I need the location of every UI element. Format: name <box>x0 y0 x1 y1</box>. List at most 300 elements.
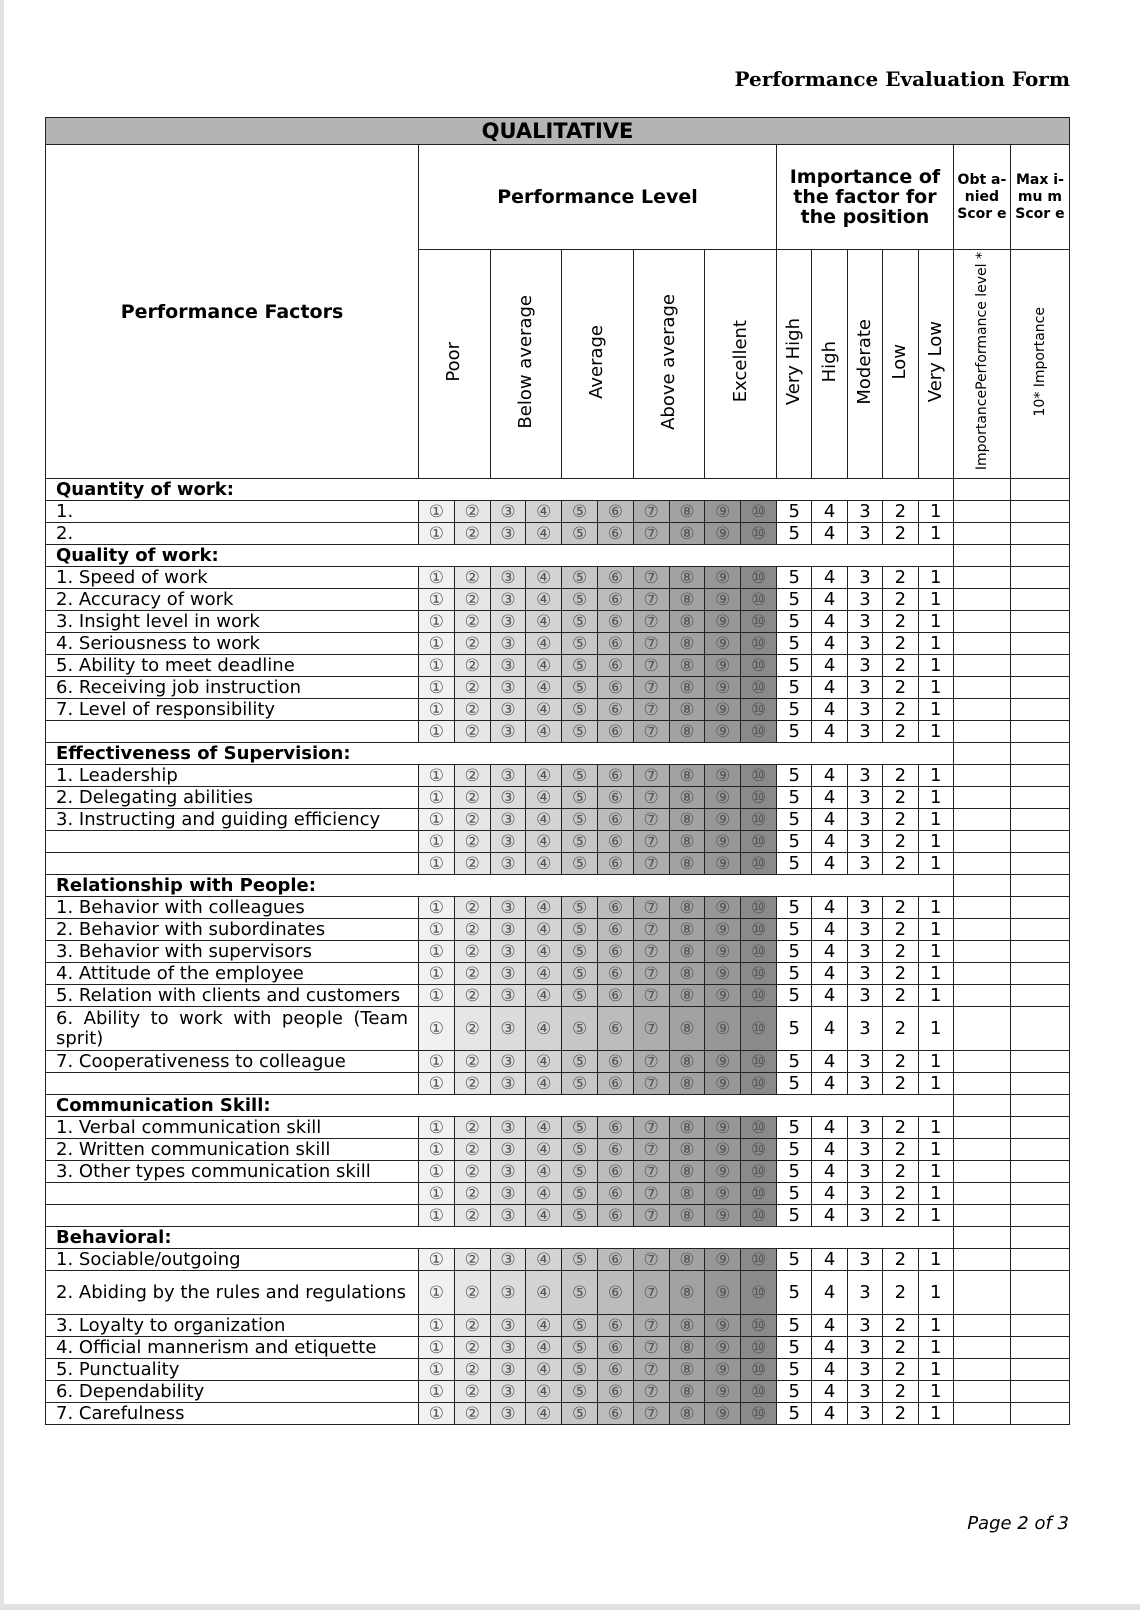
importance-option-3[interactable]: 3 <box>847 501 882 523</box>
rating-option-10[interactable]: ⑩ <box>741 699 777 721</box>
rating-option-9[interactable]: ⑨ <box>705 919 741 941</box>
rating-option-7[interactable]: ⑦ <box>633 787 669 809</box>
maximum-score-cell[interactable] <box>1010 677 1069 699</box>
maximum-score-cell[interactable] <box>1010 919 1069 941</box>
obtained-score-cell[interactable] <box>953 1183 1010 1205</box>
rating-option-4[interactable]: ④ <box>526 1403 562 1425</box>
rating-option-9[interactable]: ⑨ <box>705 501 741 523</box>
rating-option-2[interactable]: ② <box>454 633 490 655</box>
rating-option-10[interactable]: ⑩ <box>741 1337 777 1359</box>
importance-option-1[interactable]: 1 <box>918 1315 953 1337</box>
rating-option-6[interactable]: ⑥ <box>597 1051 633 1073</box>
importance-option-4[interactable]: 4 <box>812 1381 847 1403</box>
rating-option-8[interactable]: ⑧ <box>669 963 705 985</box>
rating-option-2[interactable]: ② <box>454 1117 490 1139</box>
rating-option-2[interactable]: ② <box>454 501 490 523</box>
maximum-score-cell[interactable] <box>1010 1139 1069 1161</box>
importance-option-1[interactable]: 1 <box>918 699 953 721</box>
maximum-score-cell[interactable] <box>1010 633 1069 655</box>
rating-option-4[interactable]: ④ <box>526 1183 562 1205</box>
importance-option-1[interactable]: 1 <box>918 1249 953 1271</box>
importance-option-3[interactable]: 3 <box>847 633 882 655</box>
maximum-score-cell[interactable] <box>1010 831 1069 853</box>
importance-option-3[interactable]: 3 <box>847 567 882 589</box>
rating-option-5[interactable]: ⑤ <box>562 787 598 809</box>
obtained-score-cell[interactable] <box>953 875 1010 897</box>
importance-option-3[interactable]: 3 <box>847 1073 882 1095</box>
maximum-score-cell[interactable] <box>1010 1161 1069 1183</box>
importance-option-4[interactable]: 4 <box>812 633 847 655</box>
rating-option-2[interactable]: ② <box>454 1403 490 1425</box>
rating-option-8[interactable]: ⑧ <box>669 699 705 721</box>
rating-option-7[interactable]: ⑦ <box>633 919 669 941</box>
importance-option-3[interactable]: 3 <box>847 655 882 677</box>
obtained-score-cell[interactable] <box>953 787 1010 809</box>
rating-option-2[interactable]: ② <box>454 655 490 677</box>
maximum-score-cell[interactable] <box>1010 699 1069 721</box>
rating-option-6[interactable]: ⑥ <box>597 1073 633 1095</box>
obtained-score-cell[interactable] <box>953 655 1010 677</box>
rating-option-6[interactable]: ⑥ <box>597 633 633 655</box>
importance-option-2[interactable]: 2 <box>883 655 918 677</box>
rating-option-7[interactable]: ⑦ <box>633 897 669 919</box>
rating-option-2[interactable]: ② <box>454 1205 490 1227</box>
rating-option-10[interactable]: ⑩ <box>741 1117 777 1139</box>
rating-option-10[interactable]: ⑩ <box>741 963 777 985</box>
rating-option-1[interactable]: ① <box>419 919 455 941</box>
obtained-score-cell[interactable] <box>953 1051 1010 1073</box>
importance-option-3[interactable]: 3 <box>847 1205 882 1227</box>
importance-option-2[interactable]: 2 <box>883 721 918 743</box>
obtained-score-cell[interactable] <box>953 677 1010 699</box>
rating-option-1[interactable]: ① <box>419 1337 455 1359</box>
rating-option-3[interactable]: ③ <box>490 1271 526 1315</box>
rating-option-4[interactable]: ④ <box>526 941 562 963</box>
maximum-score-cell[interactable] <box>1010 787 1069 809</box>
rating-option-1[interactable]: ① <box>419 1359 455 1381</box>
rating-option-3[interactable]: ③ <box>490 589 526 611</box>
importance-option-5[interactable]: 5 <box>776 655 811 677</box>
rating-option-1[interactable]: ① <box>419 523 455 545</box>
importance-option-3[interactable]: 3 <box>847 1271 882 1315</box>
maximum-score-cell[interactable] <box>1010 1403 1069 1425</box>
importance-option-1[interactable]: 1 <box>918 1359 953 1381</box>
rating-option-9[interactable]: ⑨ <box>705 523 741 545</box>
rating-option-7[interactable]: ⑦ <box>633 1381 669 1403</box>
importance-option-4[interactable]: 4 <box>812 699 847 721</box>
rating-option-6[interactable]: ⑥ <box>597 1205 633 1227</box>
importance-option-1[interactable]: 1 <box>918 523 953 545</box>
obtained-score-cell[interactable] <box>953 699 1010 721</box>
obtained-score-cell[interactable] <box>953 919 1010 941</box>
rating-option-3[interactable]: ③ <box>490 655 526 677</box>
rating-option-5[interactable]: ⑤ <box>562 1403 598 1425</box>
importance-option-2[interactable]: 2 <box>883 1249 918 1271</box>
rating-option-10[interactable]: ⑩ <box>741 589 777 611</box>
importance-option-5[interactable]: 5 <box>776 1161 811 1183</box>
rating-option-1[interactable]: ① <box>419 567 455 589</box>
obtained-score-cell[interactable] <box>953 611 1010 633</box>
rating-option-5[interactable]: ⑤ <box>562 611 598 633</box>
rating-option-6[interactable]: ⑥ <box>597 1249 633 1271</box>
rating-option-1[interactable]: ① <box>419 1403 455 1425</box>
importance-option-3[interactable]: 3 <box>847 897 882 919</box>
importance-option-1[interactable]: 1 <box>918 765 953 787</box>
importance-option-2[interactable]: 2 <box>883 941 918 963</box>
rating-option-7[interactable]: ⑦ <box>633 1051 669 1073</box>
rating-option-6[interactable]: ⑥ <box>597 1183 633 1205</box>
rating-option-10[interactable]: ⑩ <box>741 809 777 831</box>
rating-option-7[interactable]: ⑦ <box>633 611 669 633</box>
importance-option-3[interactable]: 3 <box>847 831 882 853</box>
importance-option-5[interactable]: 5 <box>776 919 811 941</box>
importance-option-2[interactable]: 2 <box>883 1271 918 1315</box>
rating-option-8[interactable]: ⑧ <box>669 677 705 699</box>
importance-option-1[interactable]: 1 <box>918 1381 953 1403</box>
rating-option-3[interactable]: ③ <box>490 501 526 523</box>
rating-option-10[interactable]: ⑩ <box>741 501 777 523</box>
rating-option-2[interactable]: ② <box>454 1359 490 1381</box>
importance-option-2[interactable]: 2 <box>883 611 918 633</box>
rating-option-7[interactable]: ⑦ <box>633 633 669 655</box>
rating-option-8[interactable]: ⑧ <box>669 853 705 875</box>
rating-option-3[interactable]: ③ <box>490 699 526 721</box>
rating-option-4[interactable]: ④ <box>526 1117 562 1139</box>
importance-option-1[interactable]: 1 <box>918 611 953 633</box>
rating-option-1[interactable]: ① <box>419 721 455 743</box>
obtained-score-cell[interactable] <box>953 853 1010 875</box>
rating-option-3[interactable]: ③ <box>490 1139 526 1161</box>
rating-option-4[interactable]: ④ <box>526 919 562 941</box>
rating-option-1[interactable]: ① <box>419 501 455 523</box>
rating-option-9[interactable]: ⑨ <box>705 1271 741 1315</box>
rating-option-9[interactable]: ⑨ <box>705 1315 741 1337</box>
rating-option-2[interactable]: ② <box>454 765 490 787</box>
maximum-score-cell[interactable] <box>1010 1227 1069 1249</box>
rating-option-6[interactable]: ⑥ <box>597 1161 633 1183</box>
maximum-score-cell[interactable] <box>1010 611 1069 633</box>
rating-option-8[interactable]: ⑧ <box>669 1381 705 1403</box>
rating-option-4[interactable]: ④ <box>526 853 562 875</box>
rating-option-7[interactable]: ⑦ <box>633 1205 669 1227</box>
rating-option-6[interactable]: ⑥ <box>597 1381 633 1403</box>
rating-option-1[interactable]: ① <box>419 765 455 787</box>
rating-option-5[interactable]: ⑤ <box>562 1249 598 1271</box>
rating-option-9[interactable]: ⑨ <box>705 1249 741 1271</box>
rating-option-6[interactable]: ⑥ <box>597 1359 633 1381</box>
importance-option-1[interactable]: 1 <box>918 1139 953 1161</box>
rating-option-6[interactable]: ⑥ <box>597 677 633 699</box>
obtained-score-cell[interactable] <box>953 545 1010 567</box>
rating-option-4[interactable]: ④ <box>526 963 562 985</box>
rating-option-9[interactable]: ⑨ <box>705 1073 741 1095</box>
importance-option-5[interactable]: 5 <box>776 1359 811 1381</box>
rating-option-7[interactable]: ⑦ <box>633 1007 669 1051</box>
rating-option-3[interactable]: ③ <box>490 567 526 589</box>
rating-option-8[interactable]: ⑧ <box>669 1337 705 1359</box>
rating-option-6[interactable]: ⑥ <box>597 919 633 941</box>
rating-option-7[interactable]: ⑦ <box>633 1073 669 1095</box>
rating-option-7[interactable]: ⑦ <box>633 1337 669 1359</box>
rating-option-2[interactable]: ② <box>454 809 490 831</box>
rating-option-8[interactable]: ⑧ <box>669 633 705 655</box>
rating-option-7[interactable]: ⑦ <box>633 963 669 985</box>
maximum-score-cell[interactable] <box>1010 1271 1069 1315</box>
importance-option-4[interactable]: 4 <box>812 567 847 589</box>
importance-option-2[interactable]: 2 <box>883 633 918 655</box>
importance-option-1[interactable]: 1 <box>918 787 953 809</box>
rating-option-9[interactable]: ⑨ <box>705 589 741 611</box>
importance-option-3[interactable]: 3 <box>847 1051 882 1073</box>
rating-option-3[interactable]: ③ <box>490 853 526 875</box>
rating-option-5[interactable]: ⑤ <box>562 1161 598 1183</box>
rating-option-5[interactable]: ⑤ <box>562 1381 598 1403</box>
importance-option-3[interactable]: 3 <box>847 1359 882 1381</box>
rating-option-9[interactable]: ⑨ <box>705 809 741 831</box>
importance-option-3[interactable]: 3 <box>847 919 882 941</box>
rating-option-3[interactable]: ③ <box>490 633 526 655</box>
rating-option-1[interactable]: ① <box>419 655 455 677</box>
rating-option-4[interactable]: ④ <box>526 523 562 545</box>
rating-option-4[interactable]: ④ <box>526 699 562 721</box>
rating-option-1[interactable]: ① <box>419 1117 455 1139</box>
importance-option-2[interactable]: 2 <box>883 787 918 809</box>
obtained-score-cell[interactable] <box>953 501 1010 523</box>
rating-option-8[interactable]: ⑧ <box>669 501 705 523</box>
rating-option-3[interactable]: ③ <box>490 1403 526 1425</box>
rating-option-2[interactable]: ② <box>454 1051 490 1073</box>
importance-option-4[interactable]: 4 <box>812 765 847 787</box>
importance-option-5[interactable]: 5 <box>776 1183 811 1205</box>
maximum-score-cell[interactable] <box>1010 941 1069 963</box>
rating-option-3[interactable]: ③ <box>490 809 526 831</box>
importance-option-5[interactable]: 5 <box>776 699 811 721</box>
rating-option-2[interactable]: ② <box>454 699 490 721</box>
rating-option-6[interactable]: ⑥ <box>597 1403 633 1425</box>
rating-option-8[interactable]: ⑧ <box>669 611 705 633</box>
importance-option-1[interactable]: 1 <box>918 1337 953 1359</box>
obtained-score-cell[interactable] <box>953 765 1010 787</box>
rating-option-9[interactable]: ⑨ <box>705 831 741 853</box>
importance-option-2[interactable]: 2 <box>883 1161 918 1183</box>
rating-option-4[interactable]: ④ <box>526 1249 562 1271</box>
rating-option-3[interactable]: ③ <box>490 1337 526 1359</box>
rating-option-2[interactable]: ② <box>454 1007 490 1051</box>
rating-option-2[interactable]: ② <box>454 1249 490 1271</box>
importance-option-2[interactable]: 2 <box>883 963 918 985</box>
rating-option-5[interactable]: ⑤ <box>562 567 598 589</box>
rating-option-5[interactable]: ⑤ <box>562 1117 598 1139</box>
maximum-score-cell[interactable] <box>1010 1073 1069 1095</box>
rating-option-4[interactable]: ④ <box>526 1139 562 1161</box>
rating-option-3[interactable]: ③ <box>490 1315 526 1337</box>
importance-option-4[interactable]: 4 <box>812 501 847 523</box>
importance-option-5[interactable]: 5 <box>776 567 811 589</box>
rating-option-8[interactable]: ⑧ <box>669 831 705 853</box>
rating-option-7[interactable]: ⑦ <box>633 1271 669 1315</box>
importance-option-3[interactable]: 3 <box>847 699 882 721</box>
obtained-score-cell[interactable] <box>953 1073 1010 1095</box>
importance-option-3[interactable]: 3 <box>847 809 882 831</box>
rating-option-1[interactable]: ① <box>419 677 455 699</box>
importance-option-2[interactable]: 2 <box>883 1073 918 1095</box>
importance-option-2[interactable]: 2 <box>883 567 918 589</box>
rating-option-2[interactable]: ② <box>454 523 490 545</box>
rating-option-3[interactable]: ③ <box>490 919 526 941</box>
importance-option-2[interactable]: 2 <box>883 1337 918 1359</box>
rating-option-8[interactable]: ⑧ <box>669 1271 705 1315</box>
rating-option-5[interactable]: ⑤ <box>562 1139 598 1161</box>
rating-option-5[interactable]: ⑤ <box>562 919 598 941</box>
rating-option-10[interactable]: ⑩ <box>741 567 777 589</box>
importance-option-5[interactable]: 5 <box>776 853 811 875</box>
importance-option-3[interactable]: 3 <box>847 1161 882 1183</box>
maximum-score-cell[interactable] <box>1010 1337 1069 1359</box>
rating-option-5[interactable]: ⑤ <box>562 633 598 655</box>
rating-option-8[interactable]: ⑧ <box>669 523 705 545</box>
rating-option-9[interactable]: ⑨ <box>705 1359 741 1381</box>
importance-option-4[interactable]: 4 <box>812 721 847 743</box>
rating-option-4[interactable]: ④ <box>526 1337 562 1359</box>
importance-option-4[interactable]: 4 <box>812 963 847 985</box>
rating-option-4[interactable]: ④ <box>526 831 562 853</box>
rating-option-2[interactable]: ② <box>454 677 490 699</box>
rating-option-5[interactable]: ⑤ <box>562 1315 598 1337</box>
rating-option-1[interactable]: ① <box>419 589 455 611</box>
importance-option-3[interactable]: 3 <box>847 589 882 611</box>
rating-option-9[interactable]: ⑨ <box>705 853 741 875</box>
importance-option-4[interactable]: 4 <box>812 985 847 1007</box>
importance-option-2[interactable]: 2 <box>883 1381 918 1403</box>
rating-option-3[interactable]: ③ <box>490 831 526 853</box>
importance-option-5[interactable]: 5 <box>776 677 811 699</box>
obtained-score-cell[interactable] <box>953 1117 1010 1139</box>
rating-option-6[interactable]: ⑥ <box>597 523 633 545</box>
rating-option-1[interactable]: ① <box>419 1381 455 1403</box>
rating-option-10[interactable]: ⑩ <box>741 721 777 743</box>
rating-option-8[interactable]: ⑧ <box>669 1183 705 1205</box>
importance-option-2[interactable]: 2 <box>883 501 918 523</box>
rating-option-9[interactable]: ⑨ <box>705 1007 741 1051</box>
importance-option-5[interactable]: 5 <box>776 1205 811 1227</box>
importance-option-2[interactable]: 2 <box>883 1403 918 1425</box>
rating-option-10[interactable]: ⑩ <box>741 1161 777 1183</box>
rating-option-8[interactable]: ⑧ <box>669 1205 705 1227</box>
importance-option-1[interactable]: 1 <box>918 897 953 919</box>
importance-option-4[interactable]: 4 <box>812 1161 847 1183</box>
rating-option-2[interactable]: ② <box>454 919 490 941</box>
maximum-score-cell[interactable] <box>1010 743 1069 765</box>
maximum-score-cell[interactable] <box>1010 897 1069 919</box>
rating-option-4[interactable]: ④ <box>526 1315 562 1337</box>
rating-option-1[interactable]: ① <box>419 853 455 875</box>
rating-option-9[interactable]: ⑨ <box>705 1161 741 1183</box>
obtained-score-cell[interactable] <box>953 831 1010 853</box>
importance-option-5[interactable]: 5 <box>776 1403 811 1425</box>
obtained-score-cell[interactable] <box>953 1403 1010 1425</box>
rating-option-3[interactable]: ③ <box>490 1359 526 1381</box>
obtained-score-cell[interactable] <box>953 589 1010 611</box>
importance-option-2[interactable]: 2 <box>883 765 918 787</box>
rating-option-2[interactable]: ② <box>454 611 490 633</box>
rating-option-3[interactable]: ③ <box>490 985 526 1007</box>
importance-option-1[interactable]: 1 <box>918 721 953 743</box>
importance-option-2[interactable]: 2 <box>883 919 918 941</box>
rating-option-9[interactable]: ⑨ <box>705 1337 741 1359</box>
importance-option-2[interactable]: 2 <box>883 853 918 875</box>
importance-option-5[interactable]: 5 <box>776 897 811 919</box>
rating-option-3[interactable]: ③ <box>490 523 526 545</box>
importance-option-3[interactable]: 3 <box>847 1337 882 1359</box>
rating-option-4[interactable]: ④ <box>526 1051 562 1073</box>
rating-option-7[interactable]: ⑦ <box>633 809 669 831</box>
obtained-score-cell[interactable] <box>953 721 1010 743</box>
maximum-score-cell[interactable] <box>1010 1183 1069 1205</box>
obtained-score-cell[interactable] <box>953 1227 1010 1249</box>
rating-option-3[interactable]: ③ <box>490 1183 526 1205</box>
maximum-score-cell[interactable] <box>1010 1205 1069 1227</box>
rating-option-5[interactable]: ⑤ <box>562 501 598 523</box>
rating-option-8[interactable]: ⑧ <box>669 567 705 589</box>
rating-option-2[interactable]: ② <box>454 1337 490 1359</box>
rating-option-4[interactable]: ④ <box>526 633 562 655</box>
importance-option-2[interactable]: 2 <box>883 1139 918 1161</box>
rating-option-3[interactable]: ③ <box>490 897 526 919</box>
maximum-score-cell[interactable] <box>1010 545 1069 567</box>
rating-option-3[interactable]: ③ <box>490 1117 526 1139</box>
rating-option-10[interactable]: ⑩ <box>741 919 777 941</box>
rating-option-3[interactable]: ③ <box>490 941 526 963</box>
rating-option-5[interactable]: ⑤ <box>562 831 598 853</box>
rating-option-1[interactable]: ① <box>419 1183 455 1205</box>
importance-option-5[interactable]: 5 <box>776 1139 811 1161</box>
importance-option-2[interactable]: 2 <box>883 523 918 545</box>
rating-option-8[interactable]: ⑧ <box>669 985 705 1007</box>
rating-option-8[interactable]: ⑧ <box>669 897 705 919</box>
importance-option-4[interactable]: 4 <box>812 523 847 545</box>
rating-option-7[interactable]: ⑦ <box>633 1161 669 1183</box>
rating-option-5[interactable]: ⑤ <box>562 655 598 677</box>
rating-option-8[interactable]: ⑧ <box>669 1403 705 1425</box>
rating-option-6[interactable]: ⑥ <box>597 963 633 985</box>
rating-option-2[interactable]: ② <box>454 1315 490 1337</box>
rating-option-8[interactable]: ⑧ <box>669 787 705 809</box>
rating-option-8[interactable]: ⑧ <box>669 1139 705 1161</box>
importance-option-4[interactable]: 4 <box>812 1073 847 1095</box>
obtained-score-cell[interactable] <box>953 1271 1010 1315</box>
maximum-score-cell[interactable] <box>1010 567 1069 589</box>
rating-option-2[interactable]: ② <box>454 897 490 919</box>
importance-option-2[interactable]: 2 <box>883 831 918 853</box>
rating-option-5[interactable]: ⑤ <box>562 853 598 875</box>
rating-option-10[interactable]: ⑩ <box>741 1315 777 1337</box>
maximum-score-cell[interactable] <box>1010 853 1069 875</box>
maximum-score-cell[interactable] <box>1010 985 1069 1007</box>
importance-option-4[interactable]: 4 <box>812 919 847 941</box>
rating-option-1[interactable]: ① <box>419 1161 455 1183</box>
importance-option-1[interactable]: 1 <box>918 941 953 963</box>
rating-option-10[interactable]: ⑩ <box>741 765 777 787</box>
rating-option-9[interactable]: ⑨ <box>705 699 741 721</box>
importance-option-4[interactable]: 4 <box>812 1271 847 1315</box>
rating-option-5[interactable]: ⑤ <box>562 1205 598 1227</box>
importance-option-5[interactable]: 5 <box>776 1337 811 1359</box>
rating-option-4[interactable]: ④ <box>526 1381 562 1403</box>
importance-option-3[interactable]: 3 <box>847 611 882 633</box>
rating-option-10[interactable]: ⑩ <box>741 1007 777 1051</box>
rating-option-10[interactable]: ⑩ <box>741 1073 777 1095</box>
rating-option-2[interactable]: ② <box>454 963 490 985</box>
